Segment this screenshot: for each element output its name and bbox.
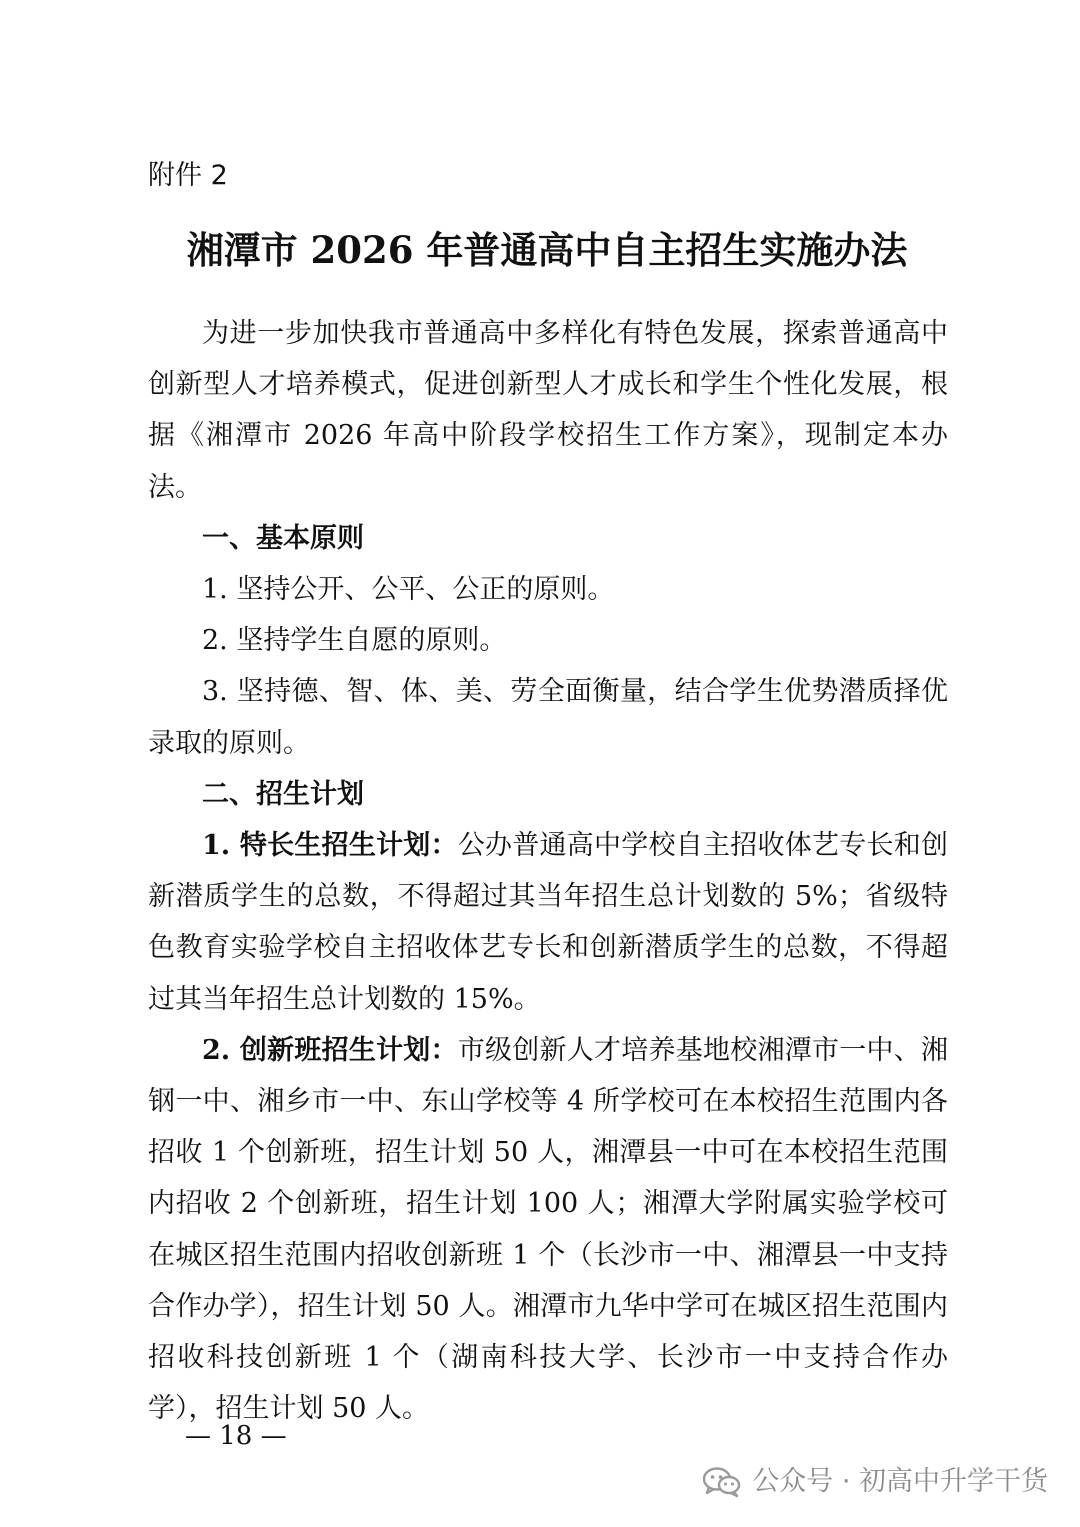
section-heading-principles: 一、基本原则 bbox=[202, 522, 364, 554]
plan-item-specialty-text: 公办普通高中学校自主招收体艺专长和创新潜质学生的总数，不得超过其当年招生总计划数的 5%；省级特色教育实验学校自主招收体艺专长和创新潜质学生的总数，不得超过其当年招生总计划数的 15%。 bbox=[148, 830, 949, 1015]
attachment-label: 附件 2 bbox=[148, 160, 228, 191]
plan-item-specialty-lead: 1. 特长生招生计划： bbox=[202, 830, 458, 862]
page-number: — 18 — bbox=[185, 1421, 287, 1451]
section-heading-plan: 二、招生计划 bbox=[202, 778, 364, 810]
plan-item-innovation-text: 市级创新人才培养基地校湘潭市一中、湘钢一中、湘乡市一中、东山学校等 4 所学校可在本校招生范围内各招收 1 个创新班，招生计划 50 人，湘潭县一中可在本校招生范围内招收 2 个创新班，招生计划 100 人；湘潭大学附属实验学校可在城区招生范围内招收创新班 1 个（长沙市一中、湘潭县一中支持合作办学），招生计划 50 人。湘潭市九华中学可在城区招生范围内招收科技创新班 1 个（湖南科技大学、长沙市一中支持合作办学），招生计划 50 人。 bbox=[148, 1034, 949, 1425]
document-title: 湘潭市 2026 年普通高中自主招生实施办法 bbox=[186, 228, 908, 272]
plan-item-innovation bbox=[148, 1025, 948, 1435]
watermark-text: 公众号 · 初高中升学干货 bbox=[752, 1466, 1048, 1497]
intro-paragraph: 为进一步加快我市普通高中多样化有特色发展，探索普通高中创新型人才培养模式，促进创新型人才成长和学生个性化发展，根据《湘潭市 2026 年高中阶段学校招生工作方案》，现制定本办法。 bbox=[148, 318, 948, 503]
document-body bbox=[148, 308, 948, 1434]
principle-item-3: 3. 坚持德、智、体、美、劳全面衡量，结合学生优势潜质择优录取的原则。 bbox=[148, 676, 948, 759]
principle-item-1: 1. 坚持公开、公平、公正的原则。 bbox=[202, 574, 615, 606]
plan-item-specialty bbox=[148, 820, 948, 1025]
plan-item-innovation-lead: 2. 创新班招生计划： bbox=[202, 1034, 458, 1066]
wechat-icon bbox=[702, 1466, 742, 1498]
watermark bbox=[702, 1462, 1048, 1502]
principle-item-2: 2. 坚持学生自愿的原则。 bbox=[202, 625, 507, 657]
